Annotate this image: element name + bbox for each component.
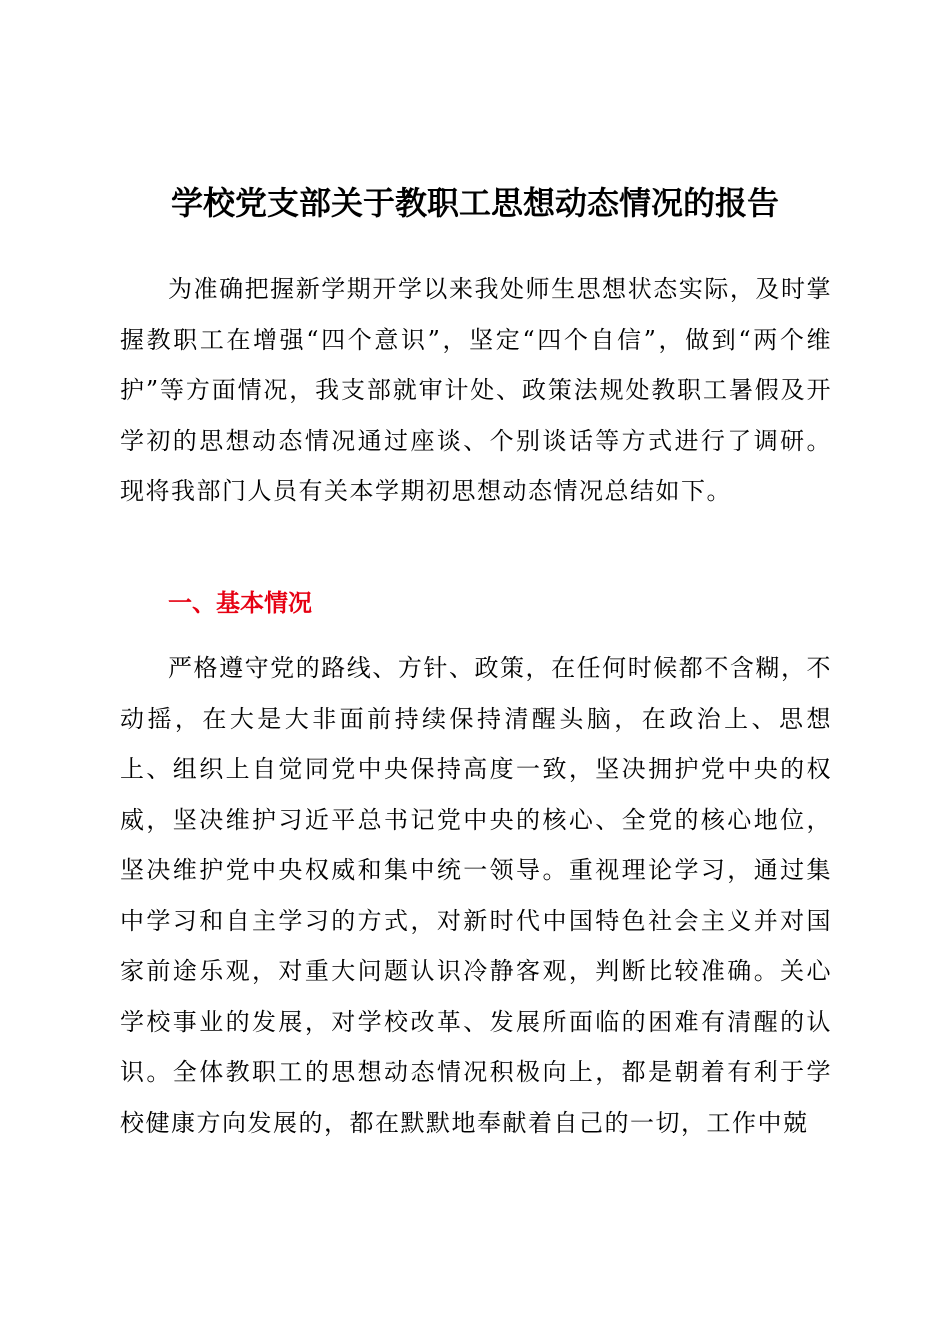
intro-paragraph: 为准确把握新学期开学以来我处师生思想状态实际，及时掌握教职工在增强“四个意识”，坚定“四个自信”，做到“两个维护”等方面情况，我支部就审计处、政策法规处教职工暑假及开学初的思想动态情况通过座谈、个别谈话等方式进行了调研。现将我部门人员有关本学期初思想动态情况总结如下。 [120, 275, 832, 505]
document-title: 学校党支部关于教职工思想动态情况的报告 [170, 184, 779, 222]
section-heading-basic-situation: 一、基本情况 [168, 589, 312, 617]
basic-situation-paragraph: 严格遵守党的路线、方针、政策，在任何时候都不含糊，不动摇，在大是大非面前持续保持清醒头脑，在政治上、思想上、组织上自觉同党中央保持高度一致，坚决拥护党中央的权威，坚决维护习近平总书记党中央的核心、全党的核心地位，坚决维护党中央权威和集中统一领导。重视理论学习，通过集中学习和自主学习的方式，对新时代中国特色社会主义并对国家前途乐观，对重大问题认识冷静客观，判断比较准确。关心学校事业的发展，对学校改革、发展所面临的困难有清醒的认识。全体教职工的思想动态情况积极向上，都是朝着有利于学校健康方向发展的，都在默默地奉献着自己的一切，工作中兢 [120, 654, 832, 1137]
